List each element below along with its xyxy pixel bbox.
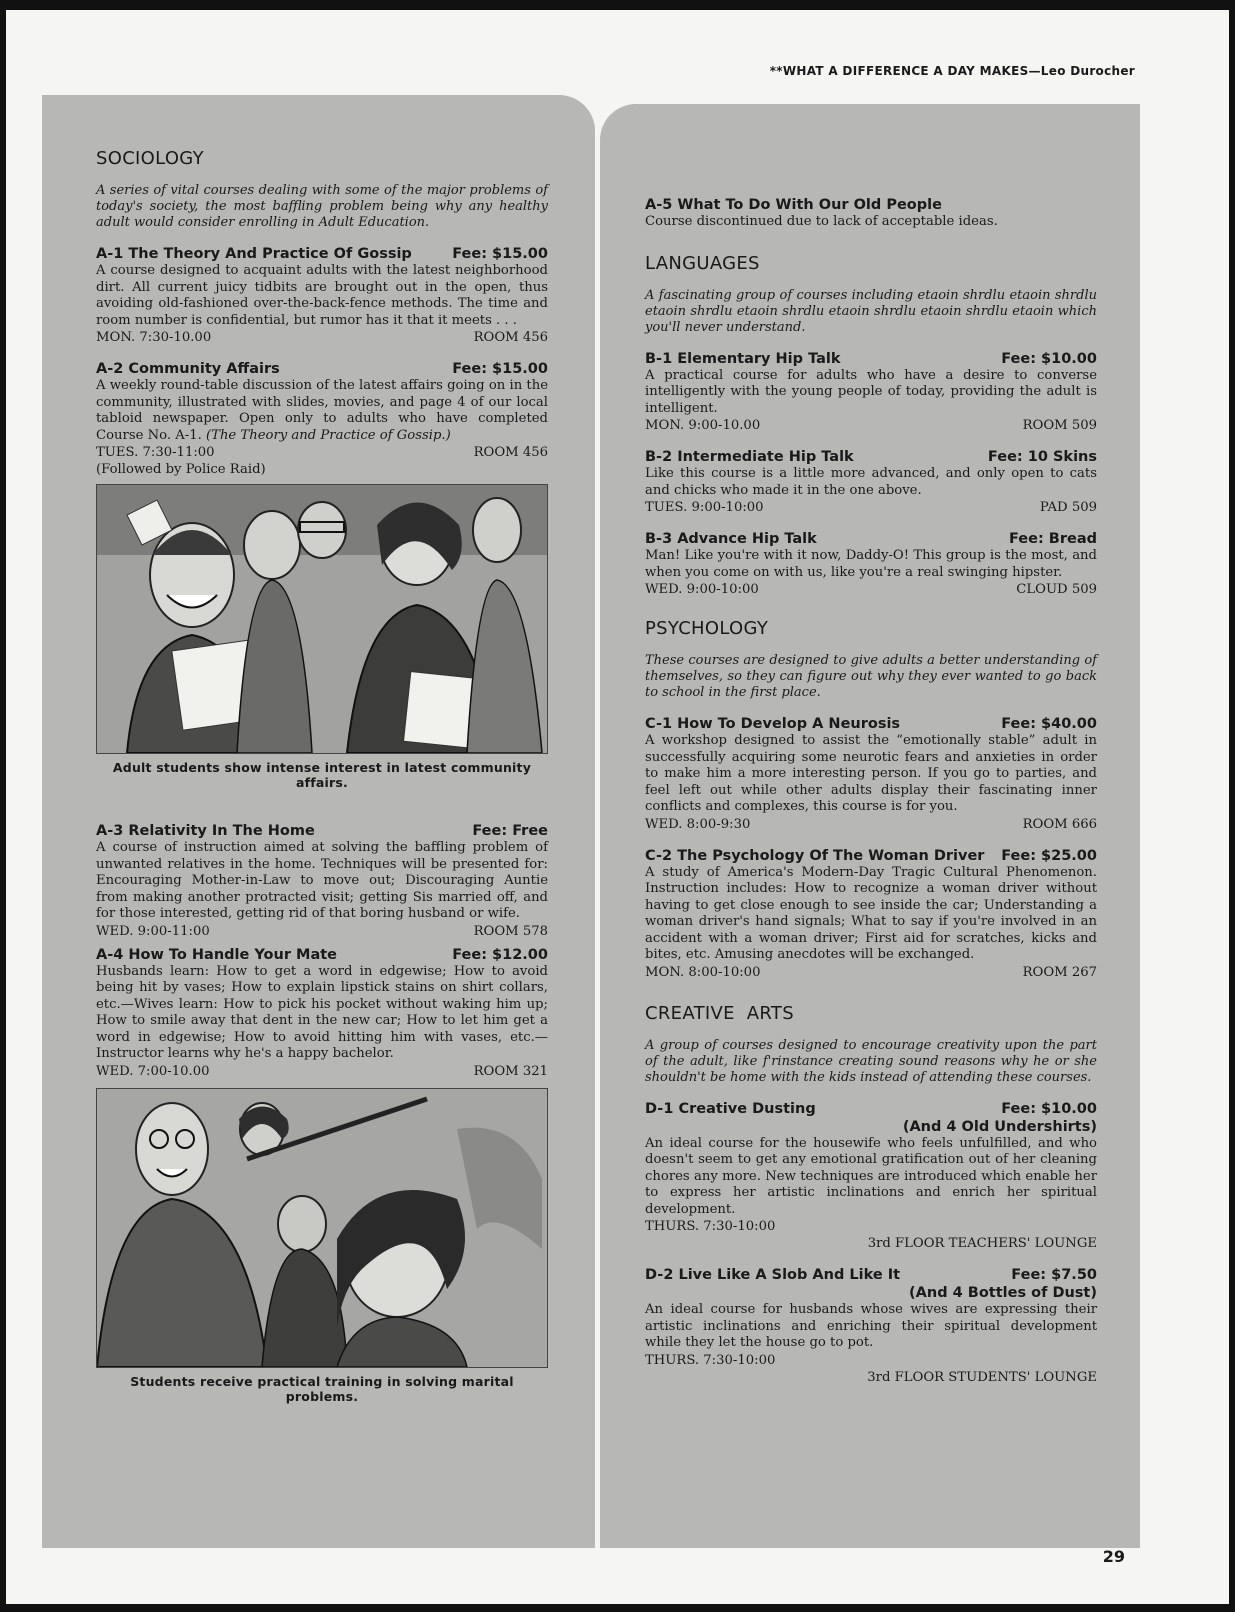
course-time: WED. 8:00-9:30 (645, 816, 751, 832)
course-time: THURS. 7:30-10:00 (645, 1219, 776, 1234)
illustration-caption: Students receive practical training in solving marital problems. (130, 1373, 514, 1404)
course-d2 (645, 1266, 1097, 1386)
running-head: **WHAT A DIFFERENCE A DAY MAKES—Leo Durocher (769, 64, 1135, 78)
course-room: 3rd FLOOR TEACHERS' LOUNGE (867, 1236, 1097, 1251)
course-time: WED. 9:00-10:00 (645, 582, 759, 597)
course-title: B-1 Elementary Hip Talk (645, 350, 841, 367)
marital-problems-drawing (97, 1089, 547, 1367)
course-room: ROOM 456 (473, 445, 548, 460)
course-time: WED. 9:00-11:00 (96, 923, 210, 939)
course-title: B-2 Intermediate Hip Talk (645, 449, 854, 465)
course-time: THURS. 7:30-10:00 (645, 1352, 776, 1368)
course-fee: Fee: Bread (1008, 531, 1097, 547)
section-intro-psychology: These courses are designed to give adults a better understanding of themselves, so they can figure out why they ever wanted to go back to school in the first place. (645, 653, 1097, 700)
course-b2 (645, 448, 1097, 516)
course-note: (Followed by Police Raid) (96, 462, 266, 477)
course-room: 3rd FLOOR STUDENTS' LOUNGE (867, 1369, 1097, 1385)
course-a1 (96, 245, 548, 346)
course-description: A course of instruction aimed at solving the baffling problem of unwanted relatives in the home. Techniques will be presented for: Encouraging Mother-in-Law to move out; Discouraging Auntie from making another protracted visit; getting Sis married off, and for those interested, getting rid of that boring husband or wife. (96, 840, 548, 921)
course-fee: Fee: $7.50 (1011, 1267, 1097, 1283)
course-room: ROOM 666 (1022, 816, 1097, 832)
section-intro-sociology: A series of vital courses dealing with some of the major problems of today's society, the most baffling problem being why any healthy adult would consider enrolling in Adult Education. (96, 183, 548, 230)
course-fee: Fee: $15.00 (452, 361, 548, 377)
course-fee: Fee: 10 Skins (987, 449, 1097, 465)
course-description: Husbands learn: How to get a word in edgewise; How to avoid being hit by vases; How to explain lipstick stains on shirt collars, etc.—Wives learn: How to pick his pocket without waking him up; How to smile away that dent in the new car; How to let him get a word in edgewise; How to avoid hitting him with vases, etc.—Instructor learns why he's a happy bachelor. (96, 963, 548, 1061)
course-time: MON. 9:00-10.00 (645, 418, 761, 433)
course-room: ROOM 267 (1022, 964, 1097, 980)
course-description: An ideal course for husbands whose wives are expressing their artistic inclinations and enriching their spiritual development while they let the house go to pot. (645, 1302, 1097, 1350)
course-description: Like this course is a little more advanced, and only open to cats and chicks who made it in the one above. (645, 466, 1097, 498)
section-title-languages: LANGUAGES (645, 252, 760, 274)
course-b1 (645, 350, 1097, 435)
course-room: CLOUD 509 (1016, 582, 1097, 597)
course-description: Man! Like you're with it now, Daddy-O! This group is the most, and when you come on with us, like you're a real swinging hipster. (645, 548, 1097, 580)
course-a5 (645, 196, 1097, 231)
course-title: A-5 What To Do With Our Old People (645, 197, 942, 213)
course-room: PAD 509 (1039, 500, 1097, 515)
course-room: ROOM 578 (473, 923, 548, 939)
section-intro-languages: A fascinating group of courses including etaoin shrdlu etaoin shrdlu etaoin shrdlu etaoin shrdlu etaoin shrdlu etaoin shrdlu etaoin which you'll never understand. (645, 287, 1097, 335)
course-fee: Fee: $40.00 (1001, 716, 1097, 732)
course-description: An ideal course for the housewife who feels unfulfilled, and who doesn't seem to get any emotional gratification out of her cleaning chores any more. New techniques are introduced which enable her to express her artistic inclinations and enrich her spiritual development. (645, 1135, 1097, 1217)
course-room: ROOM 456 (473, 330, 548, 345)
course-a3 (96, 822, 548, 940)
course-title: D-1 Creative Dusting (645, 1100, 816, 1117)
course-description-italic: (The Theory and Practice of Gossip.) (206, 427, 451, 443)
course-description: Course discontinued due to lack of acceptable ideas. (645, 214, 998, 229)
course-title: D-2 Live Like A Slob And Like It (645, 1267, 901, 1283)
course-title: C-1 How To Develop A Neurosis (645, 716, 901, 732)
right-column (645, 196, 1097, 1400)
course-title: A-4 How To Handle Your Mate (96, 946, 337, 963)
course-time: TUES. 7:30-11:00 (96, 445, 215, 460)
course-description: A practical course for adults who have a desire to converse intelligently with the young people of today, providing the adult is intelligent. (645, 367, 1097, 416)
illustration-gossip-crowd (96, 484, 548, 754)
course-title: A-2 Community Affairs (96, 361, 280, 377)
course-room: ROOM 321 (473, 1063, 548, 1079)
left-column (96, 148, 548, 1404)
course-fee-extra: (And 4 Old Undershirts) (902, 1118, 1097, 1135)
course-time: MON. 7:30-10.00 (96, 330, 212, 345)
course-fee: Fee: $12.00 (452, 946, 548, 963)
course-fee-extra: (And 4 Bottles of Dust) (909, 1285, 1097, 1301)
section-title-sociology: SOCIOLOGY (96, 148, 204, 169)
course-description (96, 378, 548, 444)
course-c2 (645, 847, 1097, 981)
illustration-marital-problems (96, 1088, 548, 1368)
course-d1 (645, 1100, 1097, 1253)
course-a2 (96, 360, 548, 478)
course-description: A course designed to acquaint adults with the latest neighborhood dirt. All current juicy tidbits are brought out in the open, thus avoiding old-fashioned over-the-back-fence methods. The time and room number is confidential, but rumor has it that it meets . . . (96, 263, 548, 328)
gossip-crowd-drawing (97, 485, 547, 753)
section-title-psychology: PSYCHOLOGY (645, 618, 769, 639)
course-description-text: A weekly round-table discussion of the latest affairs going on in the community, illustrated with slides, movies, and page 4 of our local tabloid newspaper. Open only to adults who have completed Course No. A-1. (96, 378, 548, 443)
course-fee: Fee: $25.00 (1001, 847, 1097, 864)
course-description: A study of America's Modern-Day Tragic Cultural Phenomenon. Instruction includes: How to recognize a woman driver without having to get close enough to see inside the car; Understanding a woman driver's hand signals; What to say if you're involved in an accident with a woman driver; First aid for scratches, kicks and bites, etc. Amusing anecdotes will be exchanged. (645, 864, 1097, 962)
course-fee: Fee: $10.00 (1001, 350, 1097, 367)
course-time: WED. 7:00-10.00 (96, 1063, 210, 1079)
illustration-caption: Adult students show intense interest in latest community affairs. (112, 760, 532, 790)
course-time: MON. 8:00-10:00 (645, 964, 761, 980)
course-title: A-3 Relativity In The Home (96, 823, 315, 839)
course-title: B-3 Advance Hip Talk (645, 531, 817, 547)
course-fee: Fee: $10.00 (1001, 1100, 1097, 1117)
course-fee: Fee: $15.00 (452, 246, 548, 262)
course-fee: Fee: Free (472, 823, 548, 839)
course-room: ROOM 509 (1022, 418, 1097, 433)
section-title-creative-arts: CREATIVE ARTS (645, 1002, 794, 1024)
page-number: 29 (1102, 1547, 1125, 1566)
course-title: C-2 The Psychology Of The Woman Driver (645, 847, 985, 864)
course-time: TUES. 9:00-10:00 (645, 500, 764, 515)
course-title: A-1 The Theory And Practice Of Gossip (96, 246, 412, 262)
course-a4 (96, 946, 548, 1080)
section-intro-creative-arts: A group of courses designed to encourage creativity upon the part of the adult, like f'rinstance creating sound reasons why he or she shouldn't be home with the kids instead of attending these courses. (645, 1037, 1097, 1085)
course-c1 (645, 715, 1097, 833)
course-b3 (645, 530, 1097, 598)
course-description: A workshop designed to assist the “emotionally stable” adult in successfully acquiring some neurotic fears and anxieties in order to make him a more interesting person. If you go to parties, and feel left out while other adults display their fascinating inner conflicts and complexes, this course is for you. (645, 733, 1097, 814)
